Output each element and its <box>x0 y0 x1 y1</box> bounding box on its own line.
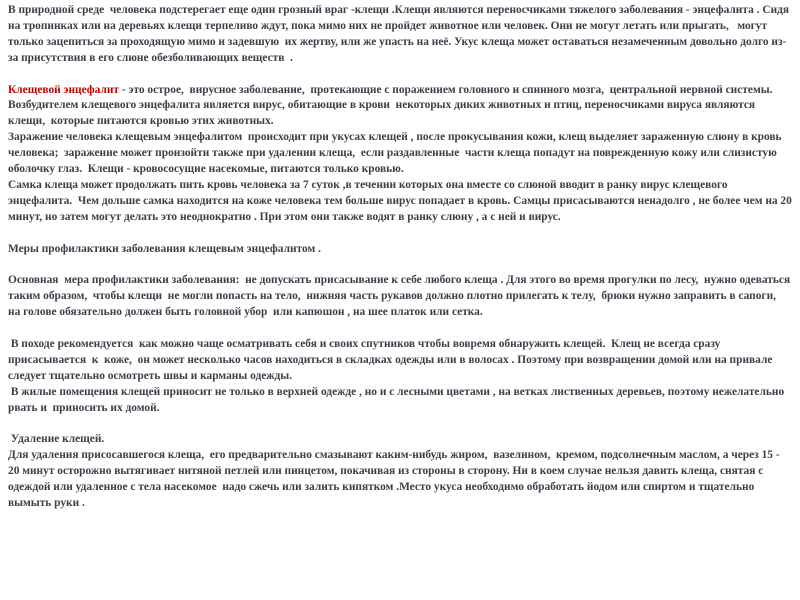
definition-text: - это острое, вирусное заболевание, протекающие с поражением головного и спинного мозга, центральной нервной системы. Возбудителем клещевого энцефалита является вирус, обитающие в крови некоторых диких животных и птиц, переносчиками вируса являются клещи, которые питаются кровью этих животных. <box>8 83 776 128</box>
infection-paragraph-2: Самка клеща может продолжать пить кровь человека за 7 суток ,в течении которых она вместе со слюной вводит в ранку вирус клещевого энцефалита. Чем дольше самка находится на коже человека тем больше вирус попадает в кровь. Самцы присасываются ненадолго , не более чем на 20 минут, но затем могут делать это неоднократно . При этом они также водят в ранку слюну , а с ней и вирус. <box>8 178 795 223</box>
intro-paragraph: В природной среде человека подстерегает еще один грозный враг -клещи .Клещи являются переносчиками тяжелого заболевания - энцефалита . Сидя на тропинках или на деревьях клещи терпеливо ждут, пока мимо них не пройдет животное или человек. Они не могут летать или прыгать, могут только зацепиться за проходящую мимо и задевшую их жертву, или же упасть на неё. Укус клеща может оставаться незамеченным довольно долго из-за присутствия в его слюне обезболивающих веществ . <box>8 4 792 64</box>
spacer <box>8 417 792 433</box>
definition-term: Клещевой энцефалит <box>8 83 120 96</box>
infection-paragraph-1: Заражение человека клещевым энцефалитом происходит при укусах клещей , после прокусывания кожи, клещ выделяет зараженную слюну в кровь человека; заражение может произойти также при удалении клеща, если раздавленные части клеща попадут на поврежденную кожу или слизистую оболочку глаз. Клещи - кровососущие насекомые, питаются только кровью. <box>8 131 785 176</box>
removal-paragraph: Для удаления присосавшегося клеща, его предварительно смазывают каким-нибудь жиром, вазелином, кремом, подсолнечным маслом, а через 15 - 20 минут осторожно вытягивает нитяной петлей или пинцетом, покачивая из стороны в сторону. Ни в коем случае нельзя давить клеща, снятая с одеждой или удаленное с тела насекомое надо сжечь или залить кипятком .Место укуса необходимо обработать йодом или спиртом и тщательно вымыть руки . <box>8 449 783 510</box>
prevention-heading: Меры профилактики заболевания клещевым энцефалитом . <box>8 242 321 255</box>
home-advice-paragraph: В жилые помещения клещей приносит не только в верхней одежде , но и с лесными цветами , на ветках лиственных деревьев, поэтому нежелательно рвать и приносить их домой. <box>8 385 790 414</box>
spacer <box>8 67 792 83</box>
spacer <box>8 321 792 337</box>
hike-advice-paragraph: В походе рекомендуется как можно чаще осматривать себя и своих спутников чтобы вовремя обнаружить клещей. Клещ не всегда сразу присасывается к коже, он может несколько часов находиться в складках одежды или в волосах . Поэтому при возвращении домой или на привале следует тщательно осмотреть швы и карманы одежды. <box>8 337 776 382</box>
prevention-main-paragraph: Основная мера профилактики заболевания: не допускать присасывание к себе любого клеща . Для этого во время прогулки по лесу, нужно одеваться таким образом, чтобы клещи не могли попасть на тело, нижняя часть рукавов должно плотно прилегать к телу, брюки нужно заправить в сапоги, на голове обязательно должен быть головной убор или капюшон , на шее платок или сетка. <box>8 274 793 319</box>
definition-paragraph <box>8 83 792 131</box>
removal-heading: Удаление клещей. <box>8 433 105 446</box>
spacer <box>8 257 792 273</box>
spacer <box>8 226 792 242</box>
